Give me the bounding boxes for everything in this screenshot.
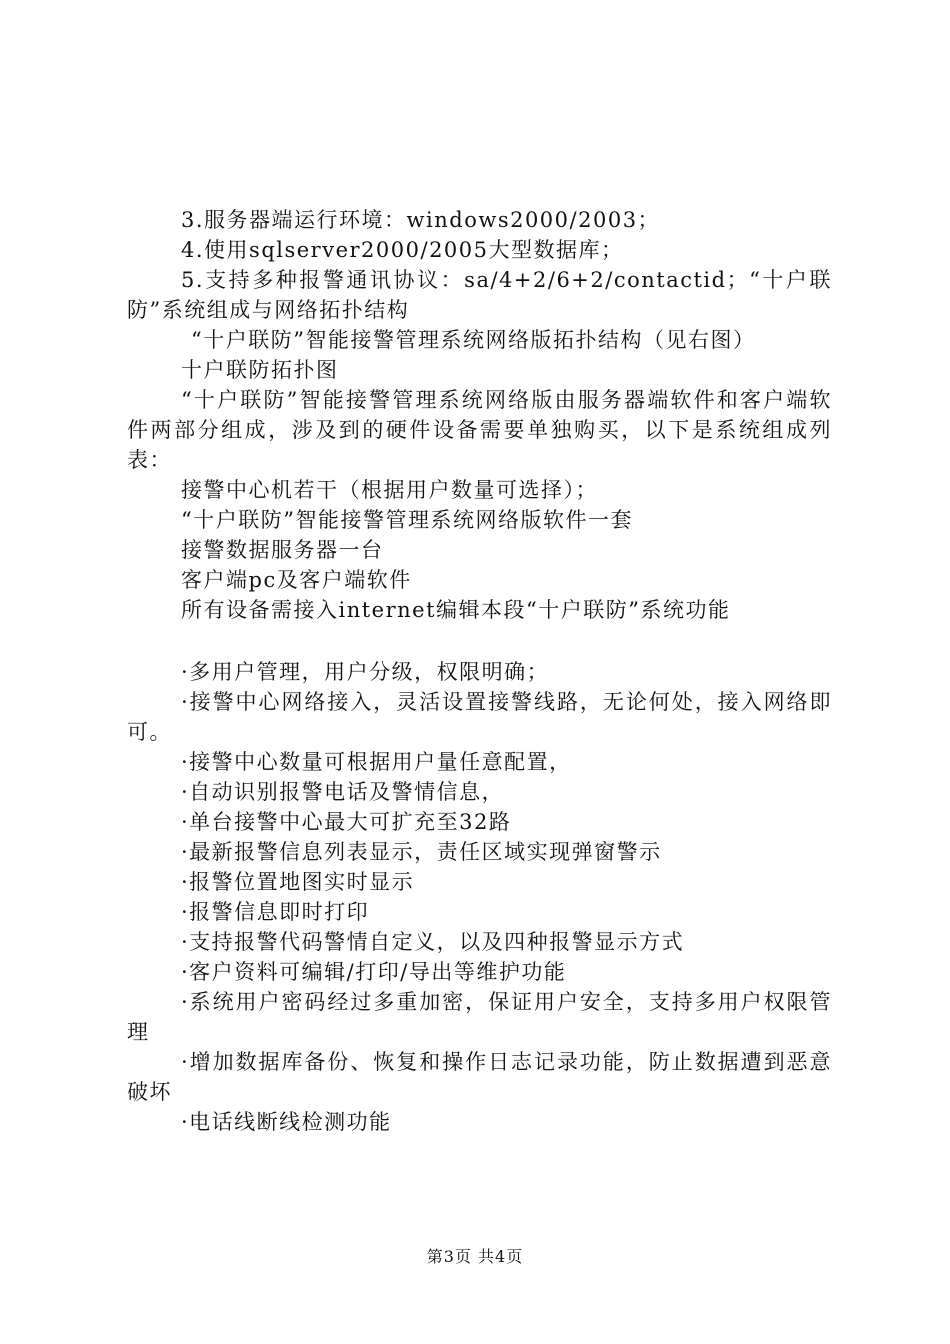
feature-item: ·客户资料可编辑/打印/导出等维护功能 [181,960,567,984]
feature-item: ·增加数据库备份、恢复和操作日志记录功能，防止数据遭到恶意破坏 [127,1050,832,1104]
page-footer: 第3页 共4页 [426,1247,524,1266]
paragraph-protocols: 5.支持多种报警通讯协议：sa/4+2/6+2/contactid；“十户联防”系统组成与网络拓扑结构 [127,268,832,322]
list-item-software: “十户联防”智能接警管理系统网络版软件一套 [181,508,633,532]
paragraph-server-env: 3.服务器端运行环境：windows2000/2003； [181,208,661,232]
feature-item: ·多用户管理，用户分级，权限明确； [181,660,550,684]
feature-item: ·报警位置地图实时显示 [181,870,415,894]
list-item-data-server: 接警数据服务器一台 [181,538,384,562]
feature-item: ·单台接警中心最大可扩充至32路 [181,810,512,834]
document-body [127,205,832,1137]
feature-item: ·支持报警代码警情自定义，以及四种报警显示方式 [181,930,685,954]
paragraph-topology: “十户联防”智能接警管理系统网络版拓扑结构（见右图） [191,328,756,352]
paragraph-internet: 所有设备需接入internet编辑本段“十户联防”系统功能 [181,598,731,622]
feature-item: ·最新报警信息列表显示，责任区域实现弹窗警示 [181,840,662,864]
feature-item: ·报警信息即时打印 [181,900,370,924]
list-item-client: 客户端pc及客户端软件 [181,568,412,592]
paragraph-database: 4.使用sqlserver2000/2005大型数据库； [181,238,624,262]
feature-item: ·系统用户密码经过多重加密，保证用户安全，支持多用户权限管理 [127,990,832,1044]
feature-item: ·接警中心网络接入，灵活设置接警线路，无论何处，接入网络即可。 [127,690,832,744]
feature-item: ·电话线断线检测功能 [181,1110,392,1134]
list-item-alarm-center: 接警中心机若干（根据用户数量可选择）； [181,478,598,502]
paragraph-topology-caption: 十户联防拓扑图 [181,358,339,382]
feature-item: ·自动识别报警电话及警情信息， [181,780,505,804]
paragraph-system-composition: “十户联防”智能接警管理系统网络版由服务器端软件和客户端软件两部分组成，涉及到的硬件设备需要单独购买，以下是系统组成列表： [127,388,832,472]
feature-item: ·接警中心数量可根据用户量任意配置， [181,750,572,774]
section-gap [127,625,832,657]
